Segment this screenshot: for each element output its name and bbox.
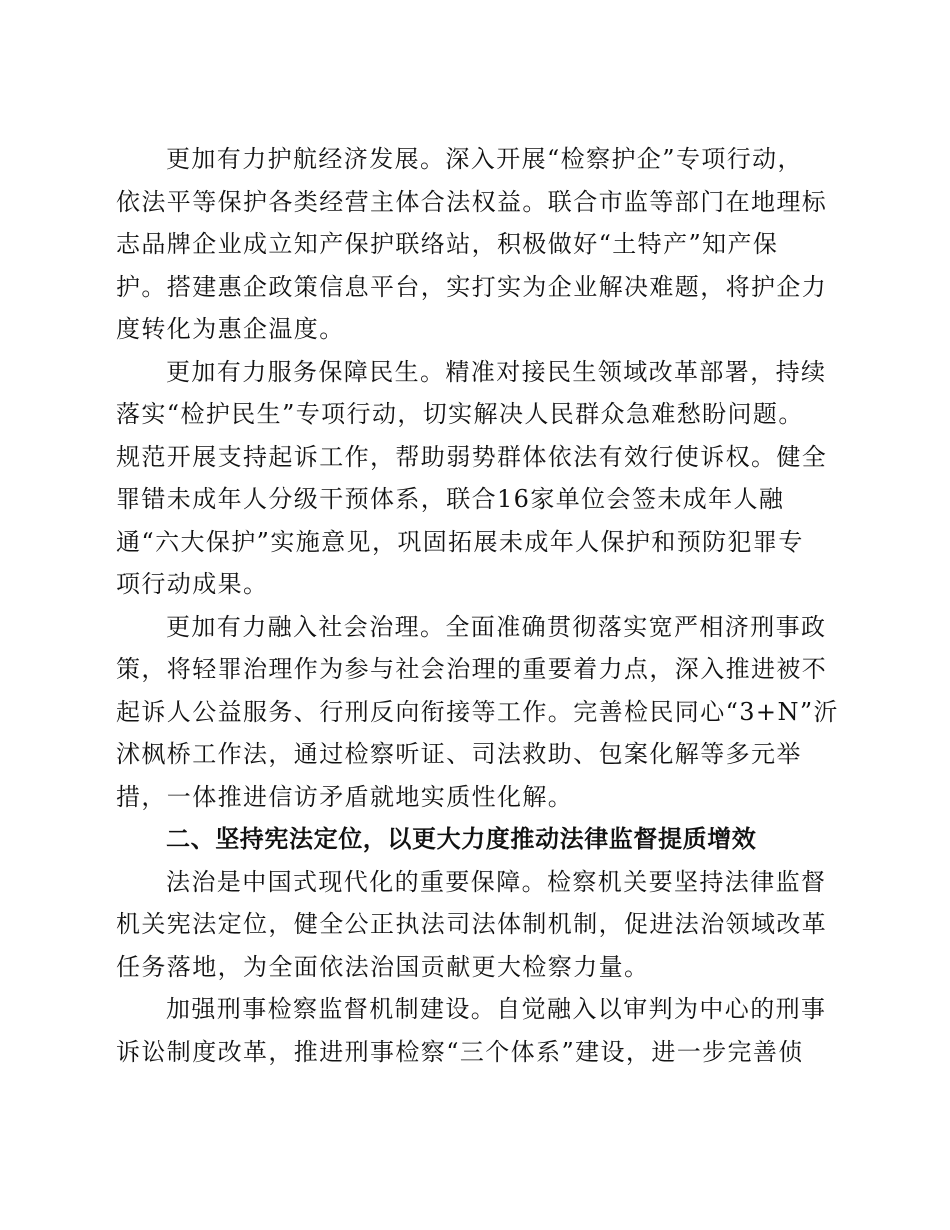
paragraph-line: 更加有力护航经济发展。深入开展“检察护企”专项行动， — [166, 145, 803, 173]
paragraph-line: 依法平等保护各类经营主体合法权益。联合市监等部门在地理标 — [116, 187, 828, 216]
paragraph-line: 策，将轻罪治理作为参与社会治理的重要着力点，深入推进被不 — [116, 655, 828, 683]
paragraph-line: 任务落地，为全面依法治国贡献更大检察力量。 — [116, 952, 650, 981]
paragraph-line: 通“六大保护”实施意见，巩固拓展未成年人保护和预防犯罪专 — [116, 527, 804, 556]
paragraph-line: 罪错未成年人分级干预体系，联合16家单位会签未成年人融 — [116, 485, 785, 513]
paragraph-line: 措，一体推进信访矛盾就地实质性化解。 — [116, 782, 574, 811]
paragraph-line: 机关宪法定位，健全公正执法司法体制机制，促进法治领域改革 — [116, 910, 828, 938]
paragraph-line: 护。搭建惠企政策信息平台，实打实为企业解决难题，将护企力 — [116, 272, 828, 301]
paragraph-line: 沭枫桥工作法，通过检察听证、司法救助、包案化解等多元举 — [116, 740, 802, 768]
paragraph-line: 法治是中国式现代化的重要保障。检察机关要坚持法律监督 — [166, 867, 827, 896]
paragraph-line: 落实“检护民生”专项行动，切实解决人民群众急难愁盼问题。 — [116, 400, 804, 428]
paragraph-line: 更加有力服务保障民生。精准对接民生领域改革部署，持续 — [166, 357, 827, 386]
paragraph-line: 起诉人公益服务、行刑反向衔接等工作。完善检民同心“3+N”沂 — [116, 697, 839, 726]
paragraph-line: 更加有力融入社会治理。全面准确贯彻落实宽严相济刑事政 — [166, 612, 827, 641]
paragraph-line: 规范开展支持起诉工作，帮助弱势群体依法有效行使诉权。健全 — [116, 442, 828, 471]
section-heading: 二、坚持宪法定位，以更大力度推动法律监督提质增效 — [166, 825, 757, 853]
paragraph-line: 项行动成果。 — [116, 570, 269, 598]
paragraph-line: 加强刑事检察监督机制建设。自觉融入以审判为中心的刑事 — [166, 995, 827, 1023]
paragraph-line: 志品牌企业成立知产保护联络站，积极做好“土特产”知产保 — [116, 230, 779, 258]
paragraph-line: 诉讼制度改革，推进刑事检察“三个体系”建设，进一步完善侦 — [116, 1037, 804, 1066]
paragraph-line: 度转化为惠企温度。 — [116, 315, 345, 343]
document-body — [116, 138, 839, 1073]
